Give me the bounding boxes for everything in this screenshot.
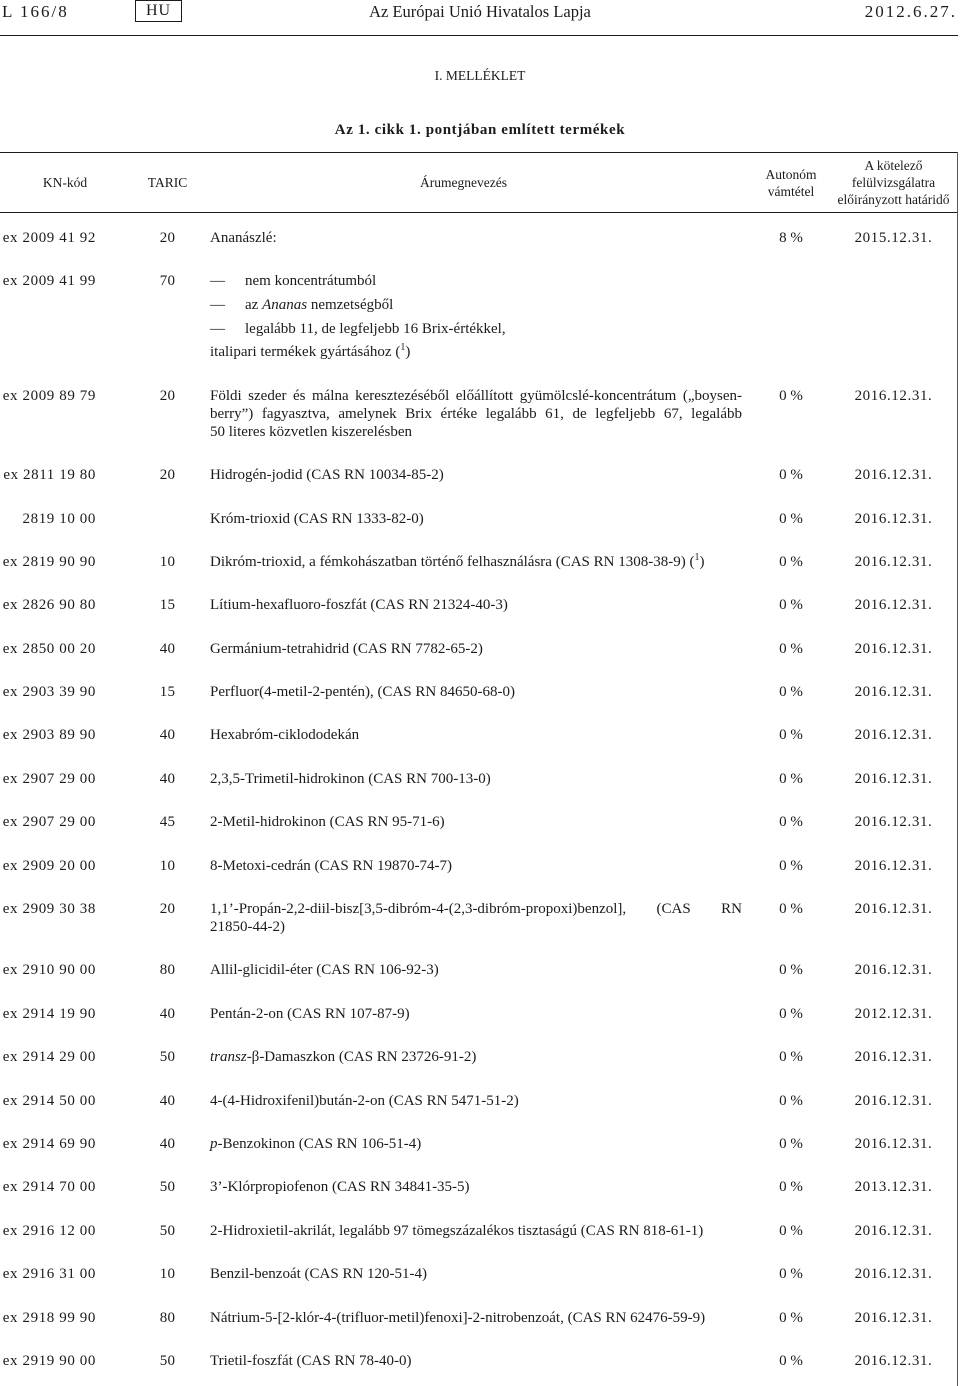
description-line bbox=[210, 1352, 742, 1370]
footnote-ref: 1 bbox=[400, 342, 406, 354]
taric-code: 10 bbox=[159, 553, 176, 570]
duty-rate: 0 % bbox=[779, 597, 803, 614]
description-line bbox=[210, 857, 742, 875]
table-row bbox=[0, 797, 957, 840]
description-line bbox=[210, 813, 742, 831]
products-table bbox=[0, 152, 958, 1386]
description-line bbox=[210, 405, 742, 423]
description-text: 3’-Klórpropiofenon (CAS RN 34841-35-5) bbox=[210, 1179, 470, 1196]
table-row bbox=[0, 945, 957, 988]
taric-code: 20 bbox=[159, 901, 176, 918]
col-header-label: TARIC bbox=[147, 175, 188, 190]
description-text: Trietil-foszfát (CAS RN 78-40-0) bbox=[210, 1352, 412, 1369]
table-row bbox=[0, 580, 957, 623]
review-date: 2016.12.31. bbox=[854, 814, 933, 831]
kn-code: ex 2914 50 00 bbox=[2, 1092, 96, 1109]
description-line bbox=[210, 1178, 742, 1196]
table-row bbox=[0, 1162, 957, 1205]
journal-title: Az Európai Unió Hivatalos Lapja bbox=[369, 2, 591, 21]
duty-rate: 0 % bbox=[779, 1005, 803, 1022]
description bbox=[205, 1249, 752, 1292]
description-text: 4-(4-Hidroxifenil)bután-2-on (CAS RN 5471-51-2) bbox=[210, 1092, 519, 1109]
description bbox=[205, 450, 752, 493]
description-text: 8-Metoxi-cedrán (CAS RN 19870-74-7) bbox=[210, 857, 453, 874]
kn-code: ex 2914 69 90 bbox=[2, 1136, 96, 1152]
taric-code: 50 bbox=[159, 1352, 176, 1369]
review-date: 2016.12.31. bbox=[854, 1049, 933, 1066]
kn-code: 2819 10 00 bbox=[22, 510, 96, 527]
kn-code: ex 2909 30 38 bbox=[2, 901, 96, 918]
description bbox=[205, 580, 752, 623]
description-text: -β-Damaszkon (CAS RN 23726-91-2) bbox=[246, 1049, 477, 1066]
taric-code: 40 bbox=[159, 1092, 176, 1109]
description-text: Germánium-tetrahidrid (CAS RN 7782-65-2) bbox=[210, 640, 483, 657]
description-text: nem koncentrátumból bbox=[245, 273, 377, 290]
description-line bbox=[210, 343, 742, 361]
duty-rate: 0 % bbox=[779, 1222, 803, 1239]
table-row bbox=[0, 624, 957, 667]
description-line bbox=[210, 1265, 742, 1283]
table-row bbox=[0, 1249, 957, 1292]
description-text: nemzetségből bbox=[307, 297, 394, 314]
description-line bbox=[210, 640, 742, 658]
taric-code: 40 bbox=[159, 640, 176, 657]
col-header-description bbox=[205, 153, 752, 212]
description-text: 2-Hidroxietil-akrilát, legalább 97 tömegszázalékos tisztaságú (CAS RN 818-61-1) bbox=[210, 1222, 704, 1239]
table-body bbox=[0, 213, 957, 1379]
duty-rate: 0 % bbox=[779, 814, 803, 831]
duty-rate: 0 % bbox=[779, 727, 803, 744]
description-line bbox=[210, 510, 742, 528]
table-row bbox=[0, 1076, 957, 1119]
description-line bbox=[210, 1092, 742, 1110]
duty-rate: 8 % bbox=[779, 230, 803, 246]
description bbox=[205, 1032, 752, 1075]
col-header-taric bbox=[130, 153, 205, 212]
review-date: 2016.12.31. bbox=[854, 1136, 933, 1152]
description-text: Ananászlé: bbox=[210, 230, 277, 246]
review-date: 2016.12.31. bbox=[854, 510, 933, 527]
table-row bbox=[0, 1119, 957, 1162]
description bbox=[205, 624, 752, 667]
col-header-kn-code bbox=[0, 153, 130, 212]
table-row bbox=[0, 494, 957, 537]
description-line bbox=[210, 596, 742, 614]
table-row bbox=[0, 710, 957, 753]
review-date: 2016.12.31. bbox=[854, 597, 933, 614]
taric-code: 10 bbox=[159, 1266, 176, 1283]
description bbox=[205, 256, 752, 370]
kn-code: ex 2907 29 00 bbox=[2, 814, 96, 831]
kn-code: ex 2910 90 00 bbox=[2, 962, 96, 979]
description-text: legalább 11, de legfeljebb 16 Brix-értékkel, bbox=[245, 320, 506, 337]
footnote-ref: 1 bbox=[694, 551, 700, 563]
page-reference: L 166/8 bbox=[2, 2, 69, 21]
table-row bbox=[0, 450, 957, 493]
duty-rate: 0 % bbox=[779, 770, 803, 787]
description bbox=[205, 1336, 752, 1379]
description-text: -Benzokinon (CAS RN 106-51-4) bbox=[217, 1136, 422, 1152]
description-line bbox=[210, 726, 742, 744]
description-line bbox=[210, 272, 742, 290]
review-date: 2016.12.31. bbox=[854, 1266, 933, 1283]
kn-code: ex 2916 12 00 bbox=[2, 1222, 96, 1239]
description-line bbox=[210, 683, 742, 701]
kn-code: ex 2903 89 90 bbox=[2, 727, 96, 744]
duty-rate: 0 % bbox=[779, 857, 803, 874]
table-row bbox=[0, 884, 957, 945]
taric-code: 20 bbox=[159, 387, 176, 404]
table-row bbox=[0, 256, 957, 370]
italic-term: transz bbox=[210, 1049, 247, 1066]
taric-code: 15 bbox=[159, 597, 176, 614]
kn-code: ex 2907 29 00 bbox=[2, 770, 96, 787]
taric-code: 15 bbox=[159, 684, 176, 701]
description-text: Króm-trioxid (CAS RN 1333-82-0) bbox=[210, 510, 424, 527]
description-text: ) bbox=[699, 553, 705, 570]
description-line bbox=[210, 553, 742, 571]
description-line bbox=[210, 961, 742, 979]
description-text: Pentán-2-on (CAS RN 107-87-9) bbox=[210, 1005, 410, 1022]
review-date: 2016.12.31. bbox=[854, 640, 933, 657]
description-line bbox=[210, 296, 742, 314]
kn-code: ex 2826 90 80 bbox=[2, 597, 96, 614]
duty-rate: 0 % bbox=[779, 640, 803, 657]
taric-code: 50 bbox=[159, 1179, 176, 1196]
description bbox=[205, 989, 752, 1032]
taric-code: 20 bbox=[159, 230, 176, 246]
description-line bbox=[210, 229, 742, 247]
review-date: 2012.12.31. bbox=[854, 1005, 933, 1022]
col-header-label: felülvizsgálatra bbox=[851, 175, 936, 190]
description-text: Nátrium-5-[2-klór-4-(trifluor-metil)fenoxi]-2-nitrobenzoát, (CAS RN 62476-59-9) bbox=[210, 1309, 706, 1326]
kn-code: ex 2850 00 20 bbox=[2, 640, 96, 657]
description-text: 50 literes közvetlen kiszerelésben bbox=[210, 423, 413, 440]
review-date: 2013.12.31. bbox=[854, 1179, 933, 1196]
description bbox=[205, 537, 752, 580]
duty-rate: 0 % bbox=[779, 387, 803, 404]
duty-rate: 0 % bbox=[779, 553, 803, 570]
header-rule bbox=[0, 35, 958, 36]
description bbox=[205, 754, 752, 797]
taric-code: 40 bbox=[159, 727, 176, 744]
table-row bbox=[0, 841, 957, 884]
description bbox=[205, 1076, 752, 1119]
kn-code: ex 2918 99 90 bbox=[2, 1309, 96, 1326]
description bbox=[205, 884, 752, 945]
description bbox=[205, 494, 752, 537]
taric-code: 40 bbox=[159, 1005, 176, 1022]
review-date: 2016.12.31. bbox=[854, 467, 933, 484]
description-line bbox=[210, 770, 742, 788]
description-line bbox=[210, 1005, 742, 1023]
description-text: 2-Metil-hidrokinon (CAS RN 95-71-6) bbox=[210, 814, 445, 831]
taric-code: 50 bbox=[159, 1222, 176, 1239]
taric-code: 40 bbox=[159, 1136, 176, 1152]
description bbox=[205, 1293, 752, 1336]
description bbox=[205, 710, 752, 753]
table-row bbox=[0, 1206, 957, 1249]
kn-code: ex 2811 19 80 bbox=[3, 467, 96, 484]
issue-date: 2012.6.27. bbox=[864, 2, 957, 21]
col-header-review-date bbox=[830, 153, 957, 212]
description-line bbox=[210, 1309, 742, 1327]
description-text: 21850-44-2) bbox=[210, 919, 285, 936]
duty-rate: 0 % bbox=[779, 510, 803, 527]
duty-rate: 0 % bbox=[779, 1049, 803, 1066]
table-header bbox=[0, 152, 957, 213]
duty-rate: 0 % bbox=[779, 901, 803, 918]
kn-code: ex 2819 90 90 bbox=[2, 553, 96, 570]
kn-code: ex 2009 41 92 bbox=[2, 230, 96, 246]
duty-rate: 0 % bbox=[779, 962, 803, 979]
review-date: 2015.12.31. bbox=[854, 230, 933, 246]
review-date: 2016.12.31. bbox=[854, 553, 933, 570]
review-date: 2016.12.31. bbox=[854, 727, 933, 744]
description-line bbox=[210, 1048, 742, 1066]
description bbox=[205, 797, 752, 840]
review-date bbox=[830, 256, 957, 370]
description-text: 2,3,5-Trimetil-hidrokinon (CAS RN 700-13-0) bbox=[210, 770, 491, 787]
col-header-duty-rate bbox=[752, 153, 830, 212]
duty-rate bbox=[752, 256, 830, 370]
kn-code: ex 2914 70 00 bbox=[2, 1179, 96, 1196]
description-text: Perfluor(4-metil-2-pentén), (CAS RN 84650-68-0) bbox=[210, 684, 515, 701]
review-date: 2016.12.31. bbox=[854, 684, 933, 701]
review-date: 2016.12.31. bbox=[854, 1352, 933, 1369]
taric-code: 20 bbox=[159, 467, 176, 484]
taric-code: 40 bbox=[159, 770, 176, 787]
description-text: Hexabróm-ciklododekán bbox=[210, 727, 360, 744]
col-header-label: előirányzott határidő bbox=[837, 192, 950, 207]
description-text: Földi szeder és málna keresztezéséből előállított gyümölcslé-koncentrátum („boysen- bbox=[210, 387, 742, 404]
table-row bbox=[0, 537, 957, 580]
duty-rate: 0 % bbox=[779, 467, 803, 484]
description-line bbox=[210, 918, 742, 936]
description-text: Allil-glicidil-éter (CAS RN 106-92-3) bbox=[210, 962, 439, 979]
italic-term: Ananas bbox=[262, 297, 308, 314]
description-line bbox=[210, 1135, 742, 1153]
description-line bbox=[210, 466, 742, 484]
description bbox=[205, 1206, 752, 1249]
taric-code: 80 bbox=[159, 1309, 176, 1326]
description bbox=[205, 1162, 752, 1205]
description-text: berry”) fagyasztva, amelynek Brix értéke legalább 61, de legfeljebb 67, legalább bbox=[210, 405, 742, 422]
table-row bbox=[0, 213, 957, 256]
table-row bbox=[0, 989, 957, 1032]
list-dash: — bbox=[210, 320, 225, 337]
taric-code bbox=[130, 494, 205, 537]
description-text: italipari termékek gyártásához ( bbox=[210, 344, 401, 361]
kn-code: ex 2009 89 79 bbox=[2, 387, 96, 404]
kn-code: ex 2914 29 00 bbox=[2, 1049, 96, 1066]
description bbox=[205, 1119, 752, 1162]
col-header-label: A kötelező bbox=[864, 158, 923, 173]
review-date: 2016.12.31. bbox=[854, 962, 933, 979]
description bbox=[205, 945, 752, 988]
review-date: 2016.12.31. bbox=[854, 387, 933, 404]
description-line bbox=[210, 320, 742, 338]
description-line bbox=[210, 900, 742, 918]
description bbox=[205, 841, 752, 884]
description-line bbox=[210, 387, 742, 405]
taric-code: 70 bbox=[159, 273, 176, 290]
duty-rate: 0 % bbox=[779, 684, 803, 701]
kn-code: ex 2916 31 00 bbox=[2, 1266, 96, 1283]
kn-code: ex 2914 19 90 bbox=[2, 1005, 96, 1022]
description-text: Hidrogén-jodid (CAS RN 10034-85-2) bbox=[210, 467, 444, 484]
col-header-label: Árumegnevezés bbox=[420, 175, 507, 190]
description-text: az bbox=[245, 297, 263, 314]
list-dash: — bbox=[210, 273, 225, 290]
table-row bbox=[0, 1293, 957, 1336]
list-dash: — bbox=[210, 297, 225, 314]
taric-code: 10 bbox=[159, 857, 176, 874]
col-header-label: vámtétel bbox=[767, 183, 815, 199]
review-date: 2016.12.31. bbox=[854, 1222, 933, 1239]
description-text: Lítium-hexafluoro-foszfát (CAS RN 21324-40-3) bbox=[210, 597, 508, 614]
description-line bbox=[210, 423, 742, 441]
kn-code: ex 2909 20 00 bbox=[2, 857, 96, 874]
duty-rate: 0 % bbox=[779, 1352, 803, 1369]
description bbox=[205, 371, 752, 450]
duty-rate: 0 % bbox=[779, 1179, 803, 1196]
table-row bbox=[0, 1032, 957, 1075]
description bbox=[205, 667, 752, 710]
kn-code: ex 2919 90 00 bbox=[2, 1352, 96, 1369]
description bbox=[205, 213, 752, 256]
taric-code: 80 bbox=[159, 962, 176, 979]
annex-title: I. MELLÉKLET bbox=[434, 68, 526, 83]
description-text: ) bbox=[405, 344, 411, 361]
italic-term: p bbox=[210, 1136, 218, 1152]
review-date: 2016.12.31. bbox=[854, 1309, 933, 1326]
col-header-label: KN-kód bbox=[42, 175, 88, 190]
description-text: 1,1’-Propán-2,2-diil-bisz[3,5-dibróm-4-(2,3-dibróm-propoxi)benzol], (CAS RN bbox=[210, 901, 742, 918]
description-line bbox=[210, 1222, 742, 1240]
table-row bbox=[0, 754, 957, 797]
annex-subtitle: Az 1. cikk 1. pontjában említett termékek bbox=[334, 122, 626, 138]
duty-rate: 0 % bbox=[779, 1309, 803, 1326]
review-date: 2016.12.31. bbox=[854, 1092, 933, 1109]
taric-code: 45 bbox=[159, 814, 176, 831]
duty-rate: 0 % bbox=[779, 1266, 803, 1283]
kn-code: ex 2903 39 90 bbox=[2, 684, 96, 701]
description-text: Dikróm-trioxid, a fémkohászatban történő felhasználásra (CAS RN 1308-38-9) ( bbox=[210, 553, 695, 570]
table-row bbox=[0, 667, 957, 710]
review-date: 2016.12.31. bbox=[854, 857, 933, 874]
table-row bbox=[0, 371, 957, 450]
description-text: Benzil-benzoát (CAS RN 120-51-4) bbox=[210, 1266, 428, 1283]
review-date: 2016.12.31. bbox=[854, 770, 933, 787]
duty-rate: 0 % bbox=[779, 1136, 803, 1152]
review-date: 2016.12.31. bbox=[854, 901, 933, 918]
language-badge: HU bbox=[135, 0, 182, 22]
col-header-label: Autonóm bbox=[765, 166, 817, 182]
duty-rate: 0 % bbox=[779, 1092, 803, 1109]
kn-code: ex 2009 41 99 bbox=[2, 273, 96, 290]
table-row bbox=[0, 1336, 957, 1379]
taric-code: 50 bbox=[159, 1049, 176, 1066]
